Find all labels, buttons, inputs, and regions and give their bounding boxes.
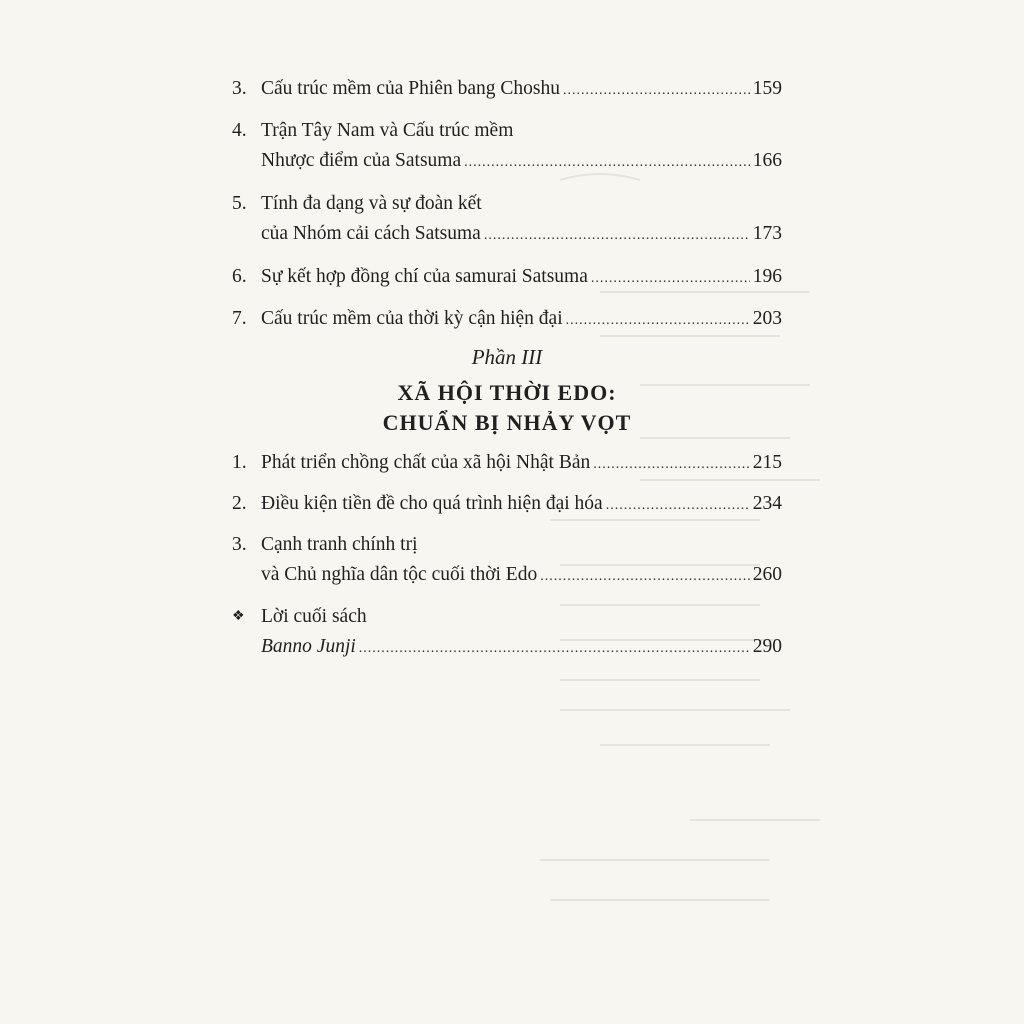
entry-page: 203 xyxy=(752,308,782,329)
toc-entry-7[interactable] xyxy=(232,304,782,334)
toc-entry-4[interactable] xyxy=(232,116,782,176)
entry-title-cont: và Chủ nghĩa dân tộc cuối thời Edo xyxy=(261,564,538,585)
entry-number: 1. xyxy=(232,452,247,473)
part-label: Phần III xyxy=(471,345,543,369)
part-title-line-2: CHUẨN BỊ NHẢY VỌT xyxy=(382,410,632,435)
entry-title: Phát triển chồng chất của xã hội Nhật Bản xyxy=(261,452,591,473)
toc-entry-3[interactable] xyxy=(232,74,782,104)
dot-leader xyxy=(591,264,750,294)
entry-line xyxy=(232,146,782,176)
entry-page: 215 xyxy=(752,452,782,473)
entry-title: Cấu trúc mềm của thời kỳ cận hiện đại xyxy=(261,308,563,329)
dot-leader xyxy=(606,491,750,521)
entry-page: 290 xyxy=(752,636,782,657)
dot-leader xyxy=(464,148,750,178)
entry-title: Cấu trúc mềm của Phiên bang Choshu xyxy=(261,78,560,99)
entry-line xyxy=(232,489,782,519)
entry-line xyxy=(232,74,782,104)
entry-title: Trận Tây Nam và Cấu trúc mềm xyxy=(261,120,514,141)
dot-leader xyxy=(593,450,750,480)
dot-leader xyxy=(563,76,750,106)
entry-number: 3. xyxy=(232,534,247,555)
entry-line xyxy=(232,304,782,334)
entry-number: 5. xyxy=(232,193,247,214)
entry-line xyxy=(232,219,782,249)
entry-line xyxy=(232,530,782,560)
dot-leader xyxy=(540,562,750,592)
dot-leader xyxy=(359,634,750,664)
entry-title-cont: của Nhóm cải cách Satsuma xyxy=(261,223,481,244)
entry-title: Sự kết hợp đồng chí của samurai Satsuma xyxy=(261,266,588,287)
entry-author: Banno Junji xyxy=(261,636,356,657)
dot-leader xyxy=(484,221,750,251)
entry-line xyxy=(232,189,782,219)
entry-title: Lời cuối sách xyxy=(261,606,367,627)
entry-number: 2. xyxy=(232,493,247,514)
diamond-bullet-icon: ❖ xyxy=(232,609,245,624)
toc-entry-5[interactable] xyxy=(232,189,782,249)
toc-entry-6[interactable] xyxy=(232,262,782,292)
entry-page: 166 xyxy=(752,150,782,171)
entry-number: 4. xyxy=(232,120,247,141)
entry-page: 260 xyxy=(752,564,782,585)
entry-page: 196 xyxy=(752,266,782,287)
entry-page: 159 xyxy=(752,78,782,99)
entry-line xyxy=(232,560,782,590)
entry-line xyxy=(232,602,782,632)
toc-entry-p3-3[interactable] xyxy=(232,530,782,590)
toc-entry-afterword[interactable] xyxy=(232,602,782,662)
entry-line xyxy=(232,116,782,146)
entry-title-cont: Nhược điểm của Satsuma xyxy=(261,150,462,171)
entry-title: Tính đa dạng và sự đoàn kết xyxy=(261,193,482,214)
part-title-line-1: XÃ HỘI THỜI EDO: xyxy=(397,380,617,405)
entry-number: 7. xyxy=(232,308,247,329)
entry-line xyxy=(232,262,782,292)
toc-entry-p3-2[interactable] xyxy=(232,489,782,519)
entry-line xyxy=(232,632,782,662)
entry-page: 234 xyxy=(752,493,782,514)
entry-title: Điều kiện tiền đề cho quá trình hiện đại hóa xyxy=(261,493,603,514)
dot-leader xyxy=(566,306,750,336)
entry-title: Cạnh tranh chính trị xyxy=(261,534,418,555)
entry-number: 3. xyxy=(232,78,247,99)
entry-line xyxy=(232,448,782,478)
entry-number: 6. xyxy=(232,266,247,287)
part-title xyxy=(232,378,782,438)
toc-entry-p3-1[interactable] xyxy=(232,448,782,478)
entry-page: 173 xyxy=(752,223,782,244)
